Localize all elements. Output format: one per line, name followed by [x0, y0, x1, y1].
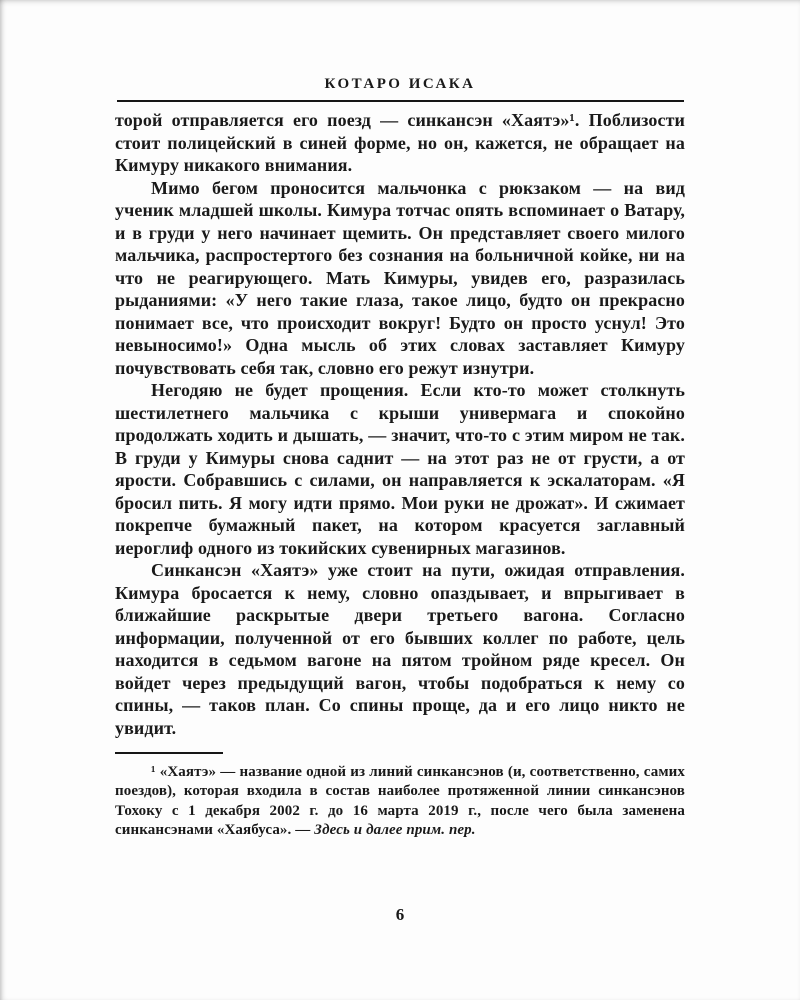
footnote-translator-note: Здесь и далее прим. пер. [314, 822, 476, 838]
footnote-text: ¹ «Хаятэ» — название одной из линий синкансэнов (и, соответственно, самих поездов), которая входила в состав наиболее протяженной линии синкансэнов Тохоку с 1 декабря 2002 г. до 16 марта 2019 г., после чего была заменена синкансэнами «Хаябуса». — [115, 763, 685, 838]
running-header-author: КОТАРО ИСАКА [324, 76, 476, 92]
footnote-separator-rule [115, 752, 223, 754]
footnote [115, 763, 685, 841]
paragraph: Синкансэн «Хаятэ» уже стоит на пути, ожидая отправления. Кимура бросается к нему, словно опаздывает, и впрыгивает в ближайшие раскрытые двери третьего вагона. Согласно информации, полученной от его бывших коллег по работе, цель находится в седьмом вагоне на пятом тройном ряде кресел. Он войдет через предыдущий вагон, чтобы подобраться к нему со спины, — таков план. Со спины проще, да и его лицо никто не увидит. [115, 560, 685, 738]
page-number: 6 [395, 905, 405, 924]
paragraph: Мимо бегом проносится мальчонка с рюкзаком — на вид ученик младшей школы. Кимура тотчас опять вспоминает о Ватару, и в груди у него начинает щемить. Он представляет своего милого мальчика, распростертого без сознания на больничной койке, ни на что не реагирующего. Мать Кимуры, увидев его, разразилась рыданиями: «У него такие глаза, такое лицо, будто он прекрасно понимает все, что происходит вокруг! Будто он просто уснул! Это невыносимо!» Одна мысль об этих словах заставляет Кимуру почувствовать себя так, словно его режут изнутри. [115, 177, 685, 378]
paragraph: торой отправляется его поезд — синкансэн «Хаятэ»¹. Поблизости стоит полицейский в синей форме, но он, кажется, не обращает на Кимуру никакого внимания. [115, 110, 685, 175]
body-text-column [115, 109, 685, 841]
header-rule [117, 100, 684, 102]
paragraph: Негодяю не будет прощения. Если кто-то может столкнуть шестилетнего мальчика с крыши универмага и спокойно продолжать ходить и дышать, — значит, что-то с этим миром не так. В груди у Кимуры снова саднит — на этот раз не от грусти, а от ярости. Собравшись с силами, он направляется к эскалаторам. «Я бросил пить. Я могу идти прямо. Мои руки не дрожат». И сжимает покрепче бумажный пакет, на котором красуется заглавный иероглиф одного из токийских сувенирных магазинов. [115, 380, 685, 558]
